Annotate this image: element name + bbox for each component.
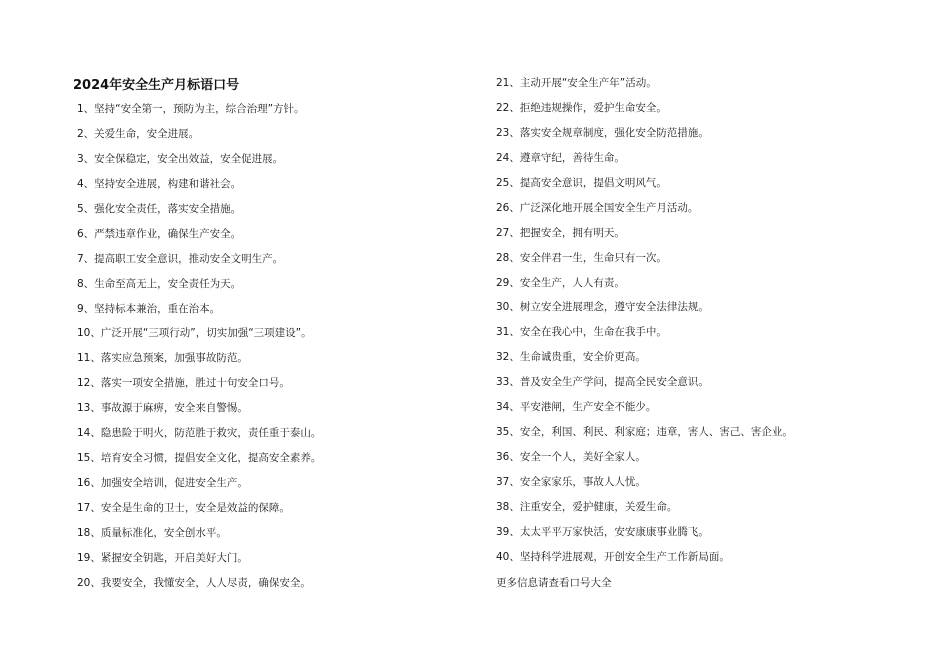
list-item: 20、我要安全，我懂安全，人人尽责，确保安全。 (77, 576, 311, 589)
list-item: 2、关爱生命，安全进展。 (77, 127, 200, 140)
slogan-list-right (496, 75, 916, 574)
list-item: 32、生命诚贵重，安全价更高。 (496, 351, 646, 364)
list-item: 38、注重安全，爱护健康，关爱生命。 (496, 500, 678, 513)
list-item: 35、安全，利国、利民、利家庭；违章，害人、害己、害企业。 (496, 426, 793, 439)
list-item: 34、平安港闸，生产安全不能少。 (496, 401, 657, 414)
list-item: 26、广泛深化地开展全国安全生产月活动。 (496, 201, 699, 214)
list-item: 28、安全伴君一生，生命只有一次。 (496, 251, 667, 264)
list-item: 31、安全在我心中，生命在我手中。 (496, 326, 667, 339)
list-item: 21、主动开展“安全生产年”活动。 (496, 77, 657, 89)
more-info-link[interactable]: 更多信息请查看口号大全 (496, 577, 612, 589)
list-item: 9、坚持标本兼治，重在治本。 (77, 302, 221, 315)
list-item: 24、遵章守纪，善待生命。 (496, 151, 625, 164)
slogan-list-left (77, 101, 477, 600)
list-item: 25、提高安全意识，提倡文明风气。 (496, 176, 667, 189)
list-item: 19、紧握安全钥匙，开启美好大门。 (77, 551, 248, 564)
list-item: 14、隐患险于明火，防范胜于救灾，责任重于泰山。 (77, 427, 322, 440)
list-item: 39、太太平平万家快活，安安康康事业腾飞。 (496, 525, 709, 538)
list-item: 40、坚持科学进展观，开创安全生产工作新局面。 (496, 550, 730, 563)
list-item: 15、培育安全习惯，提倡安全文化，提高安全素养。 (77, 452, 322, 465)
list-item: 10、广泛开展“三项行动”，切实加强“三项建设”。 (77, 327, 312, 340)
list-item: 3、安全保稳定，安全出效益，安全促进展。 (77, 152, 284, 165)
list-item: 11、落实应急预案，加强事故防范。 (77, 352, 248, 365)
list-item: 8、生命至高无上，安全责任为天。 (77, 277, 242, 290)
list-item: 12、落实一项安全措施，胜过十句安全口号。 (77, 377, 290, 390)
list-item: 4、坚持安全进展，构建和谐社会。 (77, 177, 242, 190)
list-item: 23、落实安全规章制度，强化安全防范措施。 (496, 126, 709, 139)
list-item: 16、加强安全培训，促进安全生产。 (77, 477, 248, 490)
list-item: 30、树立安全进展理念，遵守安全法律法规。 (496, 301, 709, 314)
list-item: 1、坚持“安全第一，预防为主，综合治理”方针。 (77, 103, 305, 115)
list-item: 33、普及安全生产学问，提高全民安全意识。 (496, 376, 709, 389)
list-item: 36、安全一个人，美好全家人。 (496, 451, 646, 464)
list-item: 17、安全是生命的卫士，安全是效益的保障。 (77, 502, 290, 514)
list-item: 37、安全家家乐，事故人人忧。 (496, 476, 646, 488)
list-item: 13、事故源于麻痹，安全来自警惕。 (77, 402, 248, 415)
list-item: 29、安全生产，人人有责。 (496, 276, 625, 289)
list-item: 7、提高职工安全意识，推动安全文明生产。 (77, 252, 284, 265)
list-item: 5、强化安全责任，落实安全措施。 (77, 202, 242, 215)
list-item: 6、严禁违章作业，确保生产安全。 (77, 227, 242, 240)
list-item: 22、拒绝违规操作，爱护生命安全。 (496, 101, 667, 114)
list-item: 18、质量标准化，安全创水平。 (77, 526, 227, 539)
list-item: 27、把握安全，拥有明天。 (496, 226, 625, 239)
document-title: 2024年安全生产月标语口号 (73, 78, 240, 93)
